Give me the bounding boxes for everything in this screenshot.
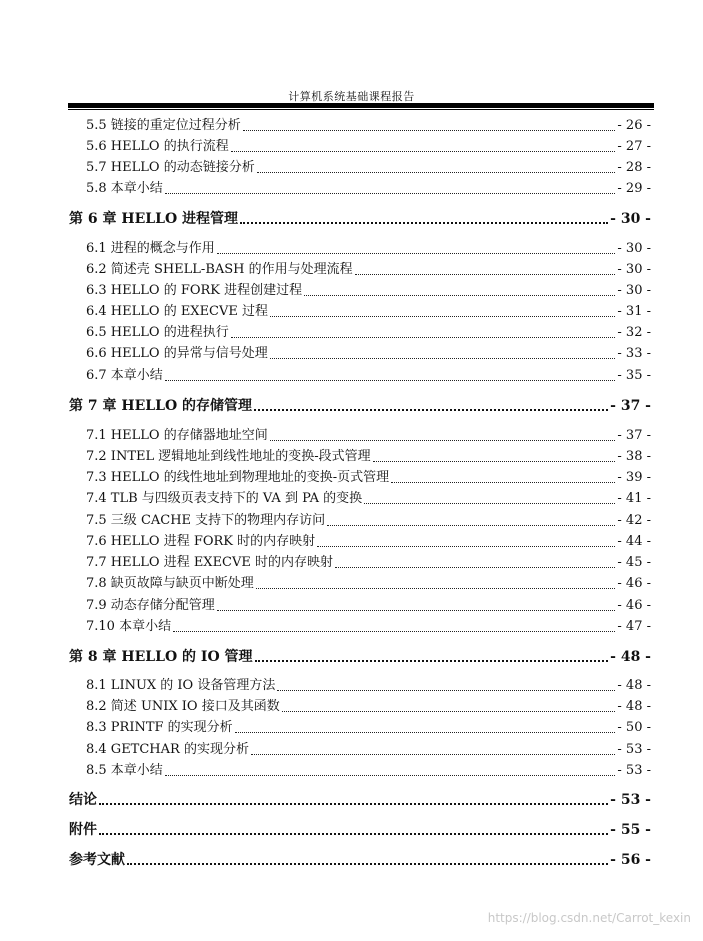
toc-page-number: - 48 - <box>617 699 651 714</box>
toc-dot-leader <box>231 334 616 338</box>
toc-section-entry[interactable] <box>86 719 651 737</box>
toc-section-entry[interactable] <box>86 367 651 385</box>
toc-page-number: - 41 - <box>617 491 651 506</box>
toc-dot-leader <box>243 127 616 131</box>
toc-page-number: - 32 - <box>617 325 651 340</box>
toc-dot-leader <box>99 801 608 805</box>
toc-entry-label: 第 8 章 HELLO 的 IO 管理 <box>69 649 253 665</box>
toc-entry-label: 结论 <box>69 792 97 808</box>
toc-dot-leader <box>257 169 616 173</box>
toc-entry-label: 8.3 PRINTF 的实现分析 <box>86 720 233 735</box>
toc-page-number: - 28 - <box>617 160 651 175</box>
toc-page-number: - 31 - <box>617 304 651 319</box>
toc-entry-label: 8.4 GETCHAR 的实现分析 <box>86 742 249 757</box>
toc-section-entry[interactable] <box>86 345 651 363</box>
toc-page-number: - 33 - <box>617 346 651 361</box>
toc-section-entry[interactable] <box>86 554 651 572</box>
toc-page-number: - 37 - <box>610 398 651 414</box>
toc-section-entry[interactable] <box>86 427 651 445</box>
toc-section-entry[interactable] <box>86 677 651 695</box>
toc-entry-label: 7.2 INTEL 逻辑地址到线性地址的变换-段式管理 <box>86 449 371 464</box>
toc-entry-label: 7.9 动态存储分配管理 <box>86 598 215 613</box>
toc-top-entry[interactable] <box>69 851 651 869</box>
toc-top-entry[interactable] <box>69 821 651 839</box>
toc-dot-leader <box>282 708 616 712</box>
toc-entry-label: 参考文献 <box>69 852 125 868</box>
toc-dot-leader <box>391 479 615 483</box>
toc-entry-label: 5.8 本章小结 <box>86 181 163 196</box>
toc-dot-leader <box>254 407 608 411</box>
toc-dot-leader <box>364 500 615 504</box>
toc-page-number: - 53 - <box>610 792 651 808</box>
toc-dot-leader <box>355 271 616 275</box>
toc-dot-leader <box>335 564 615 568</box>
toc-dot-leader <box>217 250 616 254</box>
toc-dot-leader <box>173 628 615 632</box>
toc-entry-label: 第 6 章 HELLO 进程管理 <box>69 211 239 227</box>
toc-dot-leader <box>240 220 608 224</box>
toc-dot-leader <box>165 377 616 381</box>
toc-page-number: - 45 - <box>617 555 651 570</box>
toc-section-entry[interactable] <box>86 261 651 279</box>
toc-section-entry[interactable] <box>86 618 651 636</box>
toc-section-entry[interactable] <box>86 575 651 593</box>
toc-entry-label: 8.1 LINUX 的 IO 设备管理方法 <box>86 678 276 693</box>
toc-dot-leader <box>270 355 616 359</box>
toc-section-entry[interactable] <box>86 533 651 551</box>
toc-section-entry[interactable] <box>86 448 651 466</box>
toc-dot-leader <box>256 585 616 589</box>
toc-section-entry[interactable] <box>86 512 651 530</box>
toc-entry-label: 第 7 章 HELLO 的存储管理 <box>69 398 253 414</box>
toc-entry-label: 8.2 简述 UNIX IO 接口及其函数 <box>86 699 280 714</box>
toc-section-entry[interactable] <box>86 698 651 716</box>
toc-page-number: - 35 - <box>617 368 651 383</box>
toc-section-entry[interactable] <box>86 117 651 135</box>
toc-page-number: - 30 - <box>617 241 651 256</box>
toc-dot-leader <box>99 831 608 835</box>
toc-dot-leader <box>235 729 616 733</box>
toc-page-number: - 39 - <box>617 470 651 485</box>
toc-section-entry[interactable] <box>86 240 651 258</box>
toc-section-entry[interactable] <box>86 138 651 156</box>
toc-dot-leader <box>165 190 616 194</box>
toc-section-entry[interactable] <box>86 282 651 300</box>
toc-chapter-entry[interactable] <box>69 397 651 415</box>
toc-dot-leader <box>255 658 609 662</box>
toc-entry-label: 7.5 三级 CACHE 支持下的物理内存访问 <box>86 513 326 528</box>
toc-dot-leader <box>217 607 616 611</box>
toc-entry-label: 6.7 本章小结 <box>86 368 163 383</box>
toc-entry-label: 7.7 HELLO 进程 EXECVE 时的内存映射 <box>86 555 334 570</box>
toc-dot-leader <box>231 148 616 152</box>
toc-section-entry[interactable] <box>86 303 651 321</box>
toc-page-number: - 53 - <box>617 742 651 757</box>
toc-section-entry[interactable] <box>86 762 651 780</box>
toc-entry-label: 7.8 缺页故障与缺页中断处理 <box>86 576 254 591</box>
toc-entry-label: 5.5 链接的重定位过程分析 <box>86 118 241 133</box>
toc-page-number: - 56 - <box>610 852 651 868</box>
watermark: https://blog.csdn.net/Carrot_kexin <box>487 911 691 925</box>
toc-entry-label: 6.4 HELLO 的 EXECVE 过程 <box>86 304 269 319</box>
toc-page-number: - 26 - <box>617 118 651 133</box>
toc-dot-leader <box>127 861 608 865</box>
toc-page-number: - 53 - <box>617 763 651 778</box>
toc-page-number: - 48 - <box>610 649 651 665</box>
toc-page-number: - 37 - <box>617 428 651 443</box>
toc-page-number: - 46 - <box>617 576 651 591</box>
toc-page-number: - 50 - <box>617 720 651 735</box>
toc-dot-leader <box>327 522 615 526</box>
toc-entry-label: 7.4 TLB 与四级页表支持下的 VA 到 PA 的变换 <box>86 491 363 506</box>
toc-chapter-entry[interactable] <box>69 648 651 666</box>
toc-dot-leader <box>373 458 616 462</box>
toc-dot-leader <box>304 292 615 296</box>
toc-page-number: - 48 - <box>617 678 651 693</box>
toc-entry-label: 8.5 本章小结 <box>86 763 163 778</box>
toc-dot-leader <box>165 772 616 776</box>
toc-page-number: - 38 - <box>617 449 651 464</box>
toc-page-number: - 27 - <box>617 139 651 154</box>
toc-dot-leader <box>277 687 615 691</box>
toc-dot-leader <box>251 751 615 755</box>
toc-entry-label: 7.1 HELLO 的存储器地址空间 <box>86 428 268 443</box>
toc-entry-label: 附件 <box>69 822 97 838</box>
toc-entry-label: 5.6 HELLO 的执行流程 <box>86 139 229 154</box>
toc-section-entry[interactable] <box>86 741 651 759</box>
toc-page-number: - 42 - <box>617 513 651 528</box>
toc-page-number: - 29 - <box>617 181 651 196</box>
toc-page-number: - 46 - <box>617 598 651 613</box>
toc-section-entry[interactable] <box>86 159 651 177</box>
toc-page-number: - 47 - <box>617 619 651 634</box>
page-header-title: 计算机系统基础课程报告 <box>288 90 415 103</box>
toc-entry-label: 7.10 本章小结 <box>86 619 172 634</box>
toc-section-entry[interactable] <box>86 597 651 615</box>
toc-top-entry[interactable] <box>69 791 651 809</box>
toc-section-entry[interactable] <box>86 469 651 487</box>
toc-chapter-entry[interactable] <box>69 210 651 228</box>
toc-entry-label: 7.6 HELLO 进程 FORK 时的内存映射 <box>86 534 316 549</box>
toc-entry-label: 6.5 HELLO 的进程执行 <box>86 325 229 340</box>
toc-entry-label: 6.6 HELLO 的异常与信号处理 <box>86 346 268 361</box>
toc-dot-leader <box>270 313 615 317</box>
toc-page-number: - 55 - <box>610 822 651 838</box>
toc-page-number: - 30 - <box>617 262 651 277</box>
toc-entry-label: 5.7 HELLO 的动态链接分析 <box>86 160 255 175</box>
toc-dot-leader <box>270 437 616 441</box>
toc-entry-label: 6.1 进程的概念与作用 <box>86 241 215 256</box>
toc-page-number: - 44 - <box>617 534 651 549</box>
toc-entry-label: 6.3 HELLO 的 FORK 进程创建过程 <box>86 283 303 298</box>
toc-page-number: - 30 - <box>610 211 651 227</box>
toc-entry-label: 7.3 HELLO 的线性地址到物理地址的变换-页式管理 <box>86 470 390 485</box>
toc-page-number: - 30 - <box>617 283 651 298</box>
toc-section-entry[interactable] <box>86 180 651 198</box>
toc-section-entry[interactable] <box>86 490 651 508</box>
toc-section-entry[interactable] <box>86 324 651 342</box>
toc-entry-label: 6.2 简述壳 SHELL-BASH 的作用与处理流程 <box>86 262 353 277</box>
toc-dot-leader <box>317 543 615 547</box>
